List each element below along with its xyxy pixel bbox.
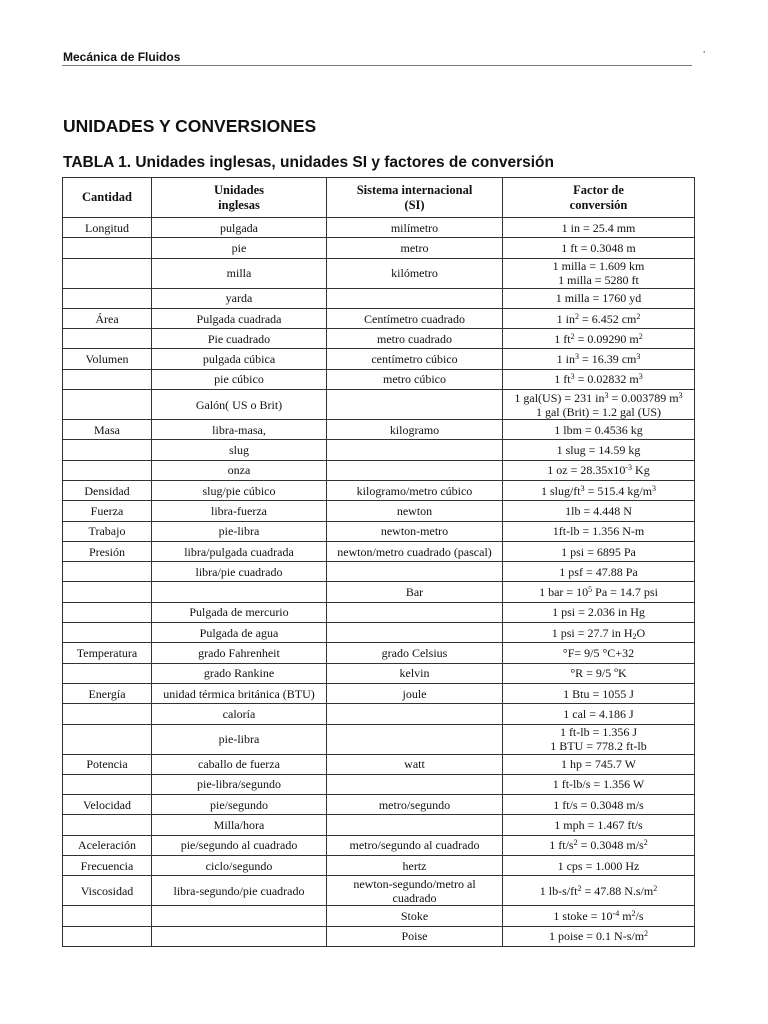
cell-cantidad: Trabajo [63,521,152,541]
table-row [63,663,695,683]
table-row [63,876,695,906]
cell-unidad-inglesa: pie [152,238,327,258]
table-row [63,724,695,754]
cell-unidad-si: watt [327,754,503,774]
cell-factor: 1 hp = 745.7 W [503,754,695,774]
cell-unidad-si [327,774,503,794]
cell-unidad-inglesa: pie-libra [152,521,327,541]
table-row [63,683,695,703]
cell-unidad-inglesa: onza [152,460,327,480]
cell-factor: 1 lbm = 0.4536 kg [503,420,695,440]
cell-unidad-inglesa: milla [152,258,327,288]
cell-unidad-si: newton-metro [327,521,503,541]
cell-cantidad: Velocidad [63,795,152,815]
cell-cantidad [63,906,152,926]
cell-factor: 1 slug = 14.59 kg [503,440,695,460]
cell-factor: 1 $ft^2 = 0.09290$ $m^2$ [503,329,695,349]
cell-unidad-si: newton/metro cuadrado (pascal) [327,541,503,561]
cell-unidad-inglesa: slug/pie cúbico [152,480,327,500]
cell-unidad-si [327,704,503,724]
cell-factor: 1 milla = 1.609 km 1 milla = 5280 ft [503,258,695,288]
cell-unidad-si: kilómetro [327,258,503,288]
table-row [63,440,695,460]
cell-factor: 1 $ft^3 = 0.02832$ $m^3$ [503,369,695,389]
table-row [63,774,695,794]
cell-factor: 1 $in^3 = 16.39$ $cm^3$ [503,349,695,369]
cell-unidad-inglesa [152,906,327,926]
cell-unidad-si: kilogramo/metro cúbico [327,480,503,500]
table-row [63,926,695,946]
cell-factor: °F= 9/5 °C+32 [503,643,695,663]
cell-unidad-si: metro/segundo [327,795,503,815]
conversion-table [62,177,695,947]
header-mark: · [703,47,706,57]
cell-cantidad: Frecuencia [63,856,152,876]
table-row [63,501,695,521]
cell-unidad-si: Stoke [327,906,503,926]
cell-cantidad [63,724,152,754]
cell-unidad-si [327,390,503,420]
cell-unidad-si: kelvin [327,663,503,683]
table-row [63,541,695,561]
table-row [63,238,695,258]
table-row [63,835,695,855]
table-row [63,856,695,876]
cell-cantidad [63,238,152,258]
cell-cantidad [63,663,152,683]
cell-unidad-inglesa: pie/segundo [152,795,327,815]
cell-unidad-inglesa: caloría [152,704,327,724]
cell-factor: 1 bar = $10^5$ Pa = 14.7 psi [503,582,695,602]
cell-unidad-inglesa: libra/pie cuadrado [152,562,327,582]
table-row [63,369,695,389]
cell-factor: 1 ft-lb = 1.356 J 1 BTU = 778.2 ft-lb [503,724,695,754]
table-row [63,460,695,480]
cell-unidad-inglesa: libra-masa, [152,420,327,440]
table-row [63,582,695,602]
cell-cantidad [63,390,152,420]
cell-unidad-inglesa: pulgada cúbica [152,349,327,369]
cell-unidad-si: metro cuadrado [327,329,503,349]
cell-unidad-si [327,562,503,582]
cell-unidad-si: kilogramo [327,420,503,440]
running-header [62,47,706,66]
cell-cantidad: Presión [63,541,152,561]
cell-cantidad: Viscosidad [63,876,152,906]
cell-cantidad: Área [63,308,152,328]
cell-cantidad [63,623,152,643]
cell-cantidad [63,704,152,724]
table-row [63,308,695,328]
table-row [63,754,695,774]
cell-unidad-inglesa: pie cúbico [152,369,327,389]
cell-unidad-inglesa: Galón( US o Brit) [152,390,327,420]
cell-cantidad [63,369,152,389]
cell-unidad-inglesa: caballo de fuerza [152,754,327,774]
table-row [63,704,695,724]
table-body [63,218,695,947]
cell-unidad-inglesa: unidad térmica británica (BTU) [152,683,327,703]
cell-factor: 1 stoke = $10^{-4}$ $m^2/s$ [503,906,695,926]
table-row [63,420,695,440]
cell-cantidad: Longitud [63,218,152,238]
table-row [63,288,695,308]
cell-unidad-si: metro/segundo al cuadrado [327,835,503,855]
table-row [63,521,695,541]
cell-cantidad: Fuerza [63,501,152,521]
cell-factor: 1 psi = 27.7 in $H_2O$ [503,623,695,643]
table-header-row [63,178,695,218]
cell-factor: 1 poise = 0.1 $N-s/m^2$ [503,926,695,946]
document-title: UNIDADES Y CONVERSIONES [63,116,317,136]
cell-unidad-inglesa: Pulgada de mercurio [152,602,327,622]
cell-factor: 1 $in^2 = 6.452$ $cm^2$ [503,308,695,328]
cell-unidad-si [327,460,503,480]
cell-factor: 1 $lb-s/ft^2 = 47.88$ $N.s/m^2$ [503,876,695,906]
cell-factor: 1lb = 4.448 N [503,501,695,521]
column-header-cantidad: Cantidad [63,178,152,218]
cell-cantidad [63,440,152,460]
column-header-unidades-inglesas: Unidades inglesas [152,178,327,218]
cell-unidad-inglesa: Pulgada de agua [152,623,327,643]
cell-factor: 1 ft/s = 0.3048 m/s [503,795,695,815]
cell-unidad-si: metro [327,238,503,258]
cell-unidad-si: centímetro cúbico [327,349,503,369]
cell-unidad-si [327,724,503,754]
cell-unidad-inglesa: Pulgada cuadrada [152,308,327,328]
cell-unidad-si: Bar [327,582,503,602]
cell-unidad-inglesa: pie-libra [152,724,327,754]
cell-factor: 1 slug/$ft^3 = 515.4$ $kg/m^3$ [503,480,695,500]
cell-cantidad [63,582,152,602]
cell-unidad-inglesa: pie-libra/segundo [152,774,327,794]
cell-unidad-inglesa: pie/segundo al cuadrado [152,835,327,855]
cell-factor: 1 gal(US) = 231 $in^3 = 0.003789$ $m^3$ 1 gal (Brit) = 1.2 gal (US) [503,390,695,420]
table-row [63,218,695,238]
table-row [63,906,695,926]
cell-factor: 1 ft = 0.3048 m [503,238,695,258]
table-title: TABLA 1. Unidades inglesas, unidades SI y factores de conversión [63,154,554,171]
cell-unidad-si: Centímetro cuadrado [327,308,503,328]
cell-unidad-inglesa: libra/pulgada cuadrada [152,541,327,561]
cell-unidad-si: milímetro [327,218,503,238]
cell-unidad-inglesa: grado Fahrenheit [152,643,327,663]
cell-unidad-inglesa: slug [152,440,327,460]
cell-factor: 1 mph = 1.467 ft/s [503,815,695,835]
cell-factor: 1 cps = 1.000 Hz [503,856,695,876]
cell-unidad-si: newton [327,501,503,521]
cell-cantidad: Masa [63,420,152,440]
cell-factor: 1 psi = 6895 Pa [503,541,695,561]
cell-unidad-inglesa: Pie cuadrado [152,329,327,349]
cell-unidad-si: metro cúbico [327,369,503,389]
cell-factor: 1 psi = 2.036 in Hg [503,602,695,622]
table-row [63,480,695,500]
column-header-factor-conversion: Factor de conversión [503,178,695,218]
cell-cantidad [63,774,152,794]
cell-factor: 1 ft-lb/s = 1.356 W [503,774,695,794]
cell-unidad-inglesa: yarda [152,288,327,308]
cell-unidad-si: Poise [327,926,503,946]
cell-cantidad [63,815,152,835]
cell-cantidad [63,288,152,308]
cell-unidad-inglesa [152,926,327,946]
column-header-sistema-internacional: Sistema internacional (SI) [327,178,503,218]
cell-factor: 1 $ft/s^2 = 0.3048$ $m/s^2$ [503,835,695,855]
cell-cantidad: Temperatura [63,643,152,663]
table-row [63,602,695,622]
cell-factor: 1 oz = $28.35x10^{-3}$ Kg [503,460,695,480]
cell-unidad-si [327,440,503,460]
cell-factor: °R = 9/5 ºK [503,663,695,683]
cell-factor: 1 in = 25.4 mm [503,218,695,238]
cell-unidad-si [327,288,503,308]
cell-cantidad: Energía [63,683,152,703]
cell-cantidad [63,329,152,349]
cell-cantidad: Densidad [63,480,152,500]
cell-unidad-si [327,815,503,835]
cell-unidad-inglesa: ciclo/segundo [152,856,327,876]
table-row [63,815,695,835]
cell-factor: 1 milla = 1760 yd [503,288,695,308]
table-row [63,349,695,369]
table-row [63,390,695,420]
table-row [63,795,695,815]
cell-cantidad: Aceleración [63,835,152,855]
cell-unidad-inglesa: libra-fuerza [152,501,327,521]
cell-unidad-inglesa [152,582,327,602]
cell-unidad-inglesa: Milla/hora [152,815,327,835]
cell-cantidad [63,562,152,582]
cell-unidad-inglesa: grado Rankine [152,663,327,683]
cell-unidad-inglesa: pulgada [152,218,327,238]
cell-cantidad [63,926,152,946]
table-row [63,562,695,582]
cell-factor: 1 Btu = 1055 J [503,683,695,703]
cell-unidad-si: grado Celsius [327,643,503,663]
cell-factor: 1 cal = 4.186 J [503,704,695,724]
header-title: Mecánica de Fluidos [63,50,181,64]
cell-unidad-si: joule [327,683,503,703]
cell-unidad-si: newton-segundo/metro al cuadrado [327,876,503,906]
table-row [63,329,695,349]
table-row [63,623,695,643]
cell-cantidad: Volumen [63,349,152,369]
cell-cantidad [63,460,152,480]
cell-unidad-si [327,602,503,622]
cell-cantidad: Potencia [63,754,152,774]
table-row [63,258,695,288]
cell-factor: 1ft-lb = 1.356 N-m [503,521,695,541]
cell-unidad-si [327,623,503,643]
cell-unidad-si: hertz [327,856,503,876]
cell-cantidad [63,258,152,288]
cell-unidad-inglesa: libra-segundo/pie cuadrado [152,876,327,906]
cell-cantidad [63,602,152,622]
cell-factor: 1 psf = 47.88 Pa [503,562,695,582]
table-row [63,643,695,663]
